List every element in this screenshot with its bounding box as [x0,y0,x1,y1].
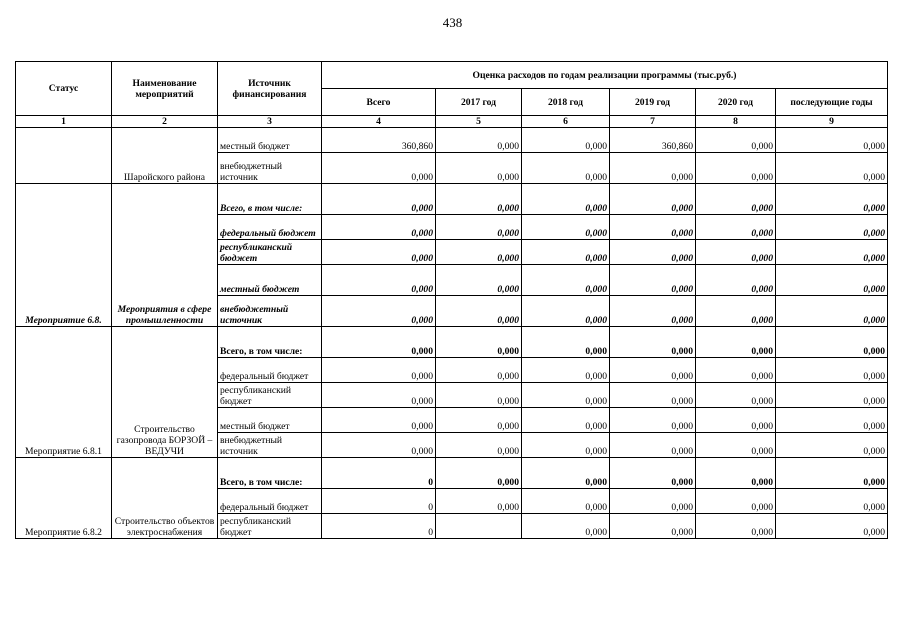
source-cell: республиканский бюджет [218,240,322,265]
source-cell: местный бюджет [218,265,322,296]
value-cell: 0,000 [776,153,888,184]
value-cell [436,514,522,539]
value-cell: 0,000 [696,358,776,383]
value-cell: 0,000 [522,458,610,489]
year-header: 2020 год [696,89,776,116]
col-number: 7 [610,116,696,128]
value-cell: 0,000 [522,433,610,458]
value-cell: 0,000 [696,215,776,240]
year-header: Всего [322,89,436,116]
value-cell: 0,000 [610,215,696,240]
year-header: 2017 год [436,89,522,116]
value-cell: 0,000 [322,383,436,408]
status-cell [16,128,112,184]
value-cell: 0,000 [610,358,696,383]
activity-name: Мероприятия в сфере промышленности [112,184,218,327]
source-cell: федеральный бюджет [218,215,322,240]
value-cell: 0,000 [436,327,522,358]
value-cell: 0,000 [322,408,436,433]
value-cell: 0,000 [776,327,888,358]
value-cell: 0,000 [610,296,696,327]
value-cell: 0,000 [522,128,610,153]
value-cell: 0,000 [696,240,776,265]
value-cell: 0,000 [436,184,522,215]
header-row [16,62,888,89]
value-cell: 0 [322,489,436,514]
activity-name: Строительство газопровода БОРЗОЙ – ВЕДУЧИ [112,327,218,458]
value-cell: 0,000 [610,265,696,296]
column-number-row [16,116,888,128]
value-cell: 0,000 [610,240,696,265]
value-cell: 0,000 [610,408,696,433]
value-cell: 0,000 [696,296,776,327]
value-cell: 0,000 [436,296,522,327]
value-cell: 0,000 [522,296,610,327]
value-cell: 0,000 [776,383,888,408]
source-header: Источник финансирования [218,62,322,116]
source-cell: республиканский бюджет [218,514,322,539]
value-cell: 0,000 [322,215,436,240]
col-number: 1 [16,116,112,128]
col-number: 9 [776,116,888,128]
value-cell: 0,000 [696,153,776,184]
value-cell: 0,000 [696,184,776,215]
value-cell: 0,000 [776,489,888,514]
value-cell: 0,000 [776,433,888,458]
value-cell: 0,000 [436,215,522,240]
source-cell: внебюджетный источник [218,153,322,184]
value-cell: 0,000 [436,408,522,433]
value-cell: 0,000 [522,408,610,433]
source-cell: Всего, в том числе: [218,327,322,358]
value-cell: 0,000 [522,153,610,184]
value-cell: 0,000 [776,240,888,265]
value-cell: 0 [322,458,436,489]
estimate-header: Оценка расходов по годам реализации программы (тыс.руб.) [322,62,888,89]
value-cell: 0,000 [436,358,522,383]
value-cell: 0,000 [696,458,776,489]
value-cell: 0,000 [776,184,888,215]
value-cell: 0,000 [776,265,888,296]
value-cell: 0,000 [696,489,776,514]
value-cell: 0,000 [436,128,522,153]
value-cell: 0,000 [696,327,776,358]
value-cell: 0,000 [776,358,888,383]
value-cell: 0,000 [322,358,436,383]
col-number: 2 [112,116,218,128]
source-cell: местный бюджет [218,128,322,153]
value-cell: 0,000 [610,184,696,215]
value-cell: 0,000 [696,408,776,433]
value-cell: 0,000 [322,153,436,184]
value-cell: 0,000 [776,458,888,489]
source-cell: федеральный бюджет [218,358,322,383]
value-cell: 0,000 [610,458,696,489]
value-cell: 0,000 [696,128,776,153]
year-header: последующие годы [776,89,888,116]
value-cell: 0,000 [436,489,522,514]
value-cell: 0,000 [696,265,776,296]
value-cell: 0,000 [522,514,610,539]
value-cell: 0,000 [522,383,610,408]
col-number: 6 [522,116,610,128]
table-row [16,184,888,215]
year-header: 2018 год [522,89,610,116]
source-cell: Всего, в том числе: [218,184,322,215]
table-row [16,327,888,358]
value-cell: 0,000 [436,240,522,265]
status-header: Статус [16,62,112,116]
value-cell: 0,000 [322,240,436,265]
value-cell: 0,000 [522,215,610,240]
value-cell: 0,000 [322,265,436,296]
activity-name: Строительство объектов электроснабжения [112,458,218,539]
col-number: 8 [696,116,776,128]
value-cell: 0,000 [522,327,610,358]
value-cell: 0,000 [322,296,436,327]
activity-name: Шаройского района [112,128,218,184]
value-cell: 0,000 [776,128,888,153]
value-cell: 0,000 [522,184,610,215]
status-cell: Мероприятие 6.8.1 [16,327,112,458]
status-cell: Мероприятие 6.8.2 [16,458,112,539]
value-cell: 0,000 [436,383,522,408]
value-cell: 0,000 [522,358,610,383]
value-cell: 0,000 [610,489,696,514]
value-cell: 0,000 [322,184,436,215]
col-number: 3 [218,116,322,128]
value-cell: 360,860 [610,128,696,153]
source-cell: республиканский бюджет [218,383,322,408]
value-cell: 0,000 [522,489,610,514]
value-cell: 0,000 [522,240,610,265]
value-cell: 0,000 [610,383,696,408]
value-cell: 0,000 [776,408,888,433]
table-row [16,458,888,489]
source-cell: местный бюджет [218,408,322,433]
value-cell: 0,000 [522,265,610,296]
value-cell: 0,000 [696,433,776,458]
value-cell: 0 [322,514,436,539]
source-cell: внебюджетный источник [218,296,322,327]
value-cell: 0,000 [610,153,696,184]
value-cell: 0,000 [436,458,522,489]
value-cell: 0,000 [610,433,696,458]
value-cell: 0,000 [776,215,888,240]
source-cell: внебюджетный источник [218,433,322,458]
name-header: Наименование мероприятий [112,62,218,116]
value-cell: 0,000 [696,514,776,539]
value-cell: 0,000 [696,383,776,408]
value-cell: 360,860 [322,128,436,153]
value-cell: 0,000 [436,265,522,296]
source-cell: федеральный бюджет [218,489,322,514]
status-cell: Мероприятие 6.8. [16,184,112,327]
page-number: 438 [442,15,463,30]
source-cell: Всего, в том числе: [218,458,322,489]
value-cell: 0,000 [776,514,888,539]
value-cell: 0,000 [322,327,436,358]
value-cell: 0,000 [610,514,696,539]
value-cell: 0,000 [436,433,522,458]
col-number: 4 [322,116,436,128]
col-number: 5 [436,116,522,128]
budget-table [15,61,888,539]
value-cell: 0,000 [436,153,522,184]
value-cell: 0,000 [610,327,696,358]
value-cell: 0,000 [776,296,888,327]
value-cell: 0,000 [322,433,436,458]
year-header: 2019 год [610,89,696,116]
table-row [16,128,888,153]
